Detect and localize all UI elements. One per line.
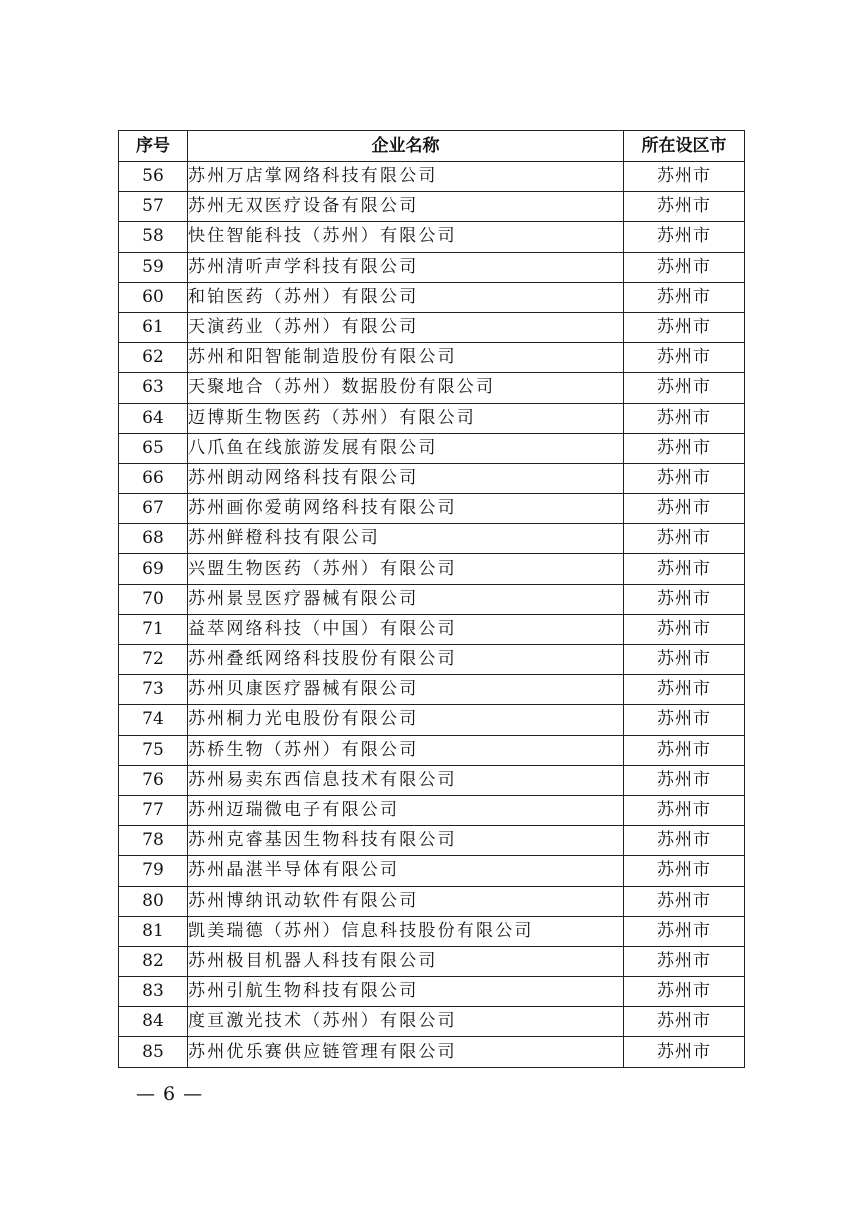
table-body: [119, 162, 745, 1068]
table-row: [119, 494, 745, 524]
table-row: [119, 977, 745, 1007]
company-name: 苏州克睿基因生物科技有限公司: [188, 826, 624, 856]
company-name: 苏州易卖东西信息技术有限公司: [188, 765, 624, 795]
row-index: 74: [119, 705, 188, 735]
table-row: [119, 433, 745, 463]
company-name: 苏州无双医疗设备有限公司: [188, 192, 624, 222]
city-name: 苏州市: [624, 735, 745, 765]
table-row: [119, 645, 745, 675]
company-name: 苏州迈瑞微电子有限公司: [188, 795, 624, 825]
row-index: 73: [119, 675, 188, 705]
enterprise-table: [118, 130, 745, 1068]
city-name: 苏州市: [624, 1007, 745, 1037]
city-name: 苏州市: [624, 675, 745, 705]
table-row: [119, 765, 745, 795]
row-index: 63: [119, 373, 188, 403]
table-row: [119, 403, 745, 433]
company-name: 苏州引航生物科技有限公司: [188, 977, 624, 1007]
page-number: — 6 —: [136, 1083, 204, 1105]
row-index: 78: [119, 826, 188, 856]
table-row: [119, 373, 745, 403]
city-name: 苏州市: [624, 282, 745, 312]
row-index: 70: [119, 584, 188, 614]
city-name: 苏州市: [624, 343, 745, 373]
company-name: 苏州桐力光电股份有限公司: [188, 705, 624, 735]
table-row: [119, 463, 745, 493]
company-name: 苏桥生物（苏州）有限公司: [188, 735, 624, 765]
row-index: 79: [119, 856, 188, 886]
city-name: 苏州市: [624, 554, 745, 584]
row-index: 67: [119, 494, 188, 524]
row-index: 76: [119, 765, 188, 795]
table-row: [119, 614, 745, 644]
city-name: 苏州市: [624, 856, 745, 886]
header-company-name: 企业名称: [188, 131, 624, 162]
company-name: 苏州清听声学科技有限公司: [188, 252, 624, 282]
city-name: 苏州市: [624, 584, 745, 614]
city-name: 苏州市: [624, 705, 745, 735]
city-name: 苏州市: [624, 1037, 745, 1067]
table-row: [119, 252, 745, 282]
city-name: 苏州市: [624, 222, 745, 252]
row-index: 77: [119, 795, 188, 825]
city-name: 苏州市: [624, 977, 745, 1007]
row-index: 72: [119, 645, 188, 675]
company-name: 快住智能科技（苏州）有限公司: [188, 222, 624, 252]
row-index: 56: [119, 162, 188, 192]
company-name: 益萃网络科技（中国）有限公司: [188, 614, 624, 644]
city-name: 苏州市: [624, 886, 745, 916]
row-index: 71: [119, 614, 188, 644]
row-index: 57: [119, 192, 188, 222]
table-row: [119, 312, 745, 342]
table-row: [119, 735, 745, 765]
city-name: 苏州市: [624, 192, 745, 222]
table-row: [119, 886, 745, 916]
row-index: 85: [119, 1037, 188, 1067]
company-name: 天演药业（苏州）有限公司: [188, 312, 624, 342]
city-name: 苏州市: [624, 916, 745, 946]
company-name: 凯美瑞德（苏州）信息科技股份有限公司: [188, 916, 624, 946]
table-row: [119, 192, 745, 222]
table-row: [119, 675, 745, 705]
company-name: 度亘激光技术（苏州）有限公司: [188, 1007, 624, 1037]
city-name: 苏州市: [624, 524, 745, 554]
company-name: 迈博斯生物医药（苏州）有限公司: [188, 403, 624, 433]
table-row: [119, 916, 745, 946]
table-row: [119, 826, 745, 856]
table-row: [119, 795, 745, 825]
row-index: 59: [119, 252, 188, 282]
company-name: 兴盟生物医药（苏州）有限公司: [188, 554, 624, 584]
row-index: 75: [119, 735, 188, 765]
row-index: 69: [119, 554, 188, 584]
table-row: [119, 1037, 745, 1067]
company-name: 苏州和阳智能制造股份有限公司: [188, 343, 624, 373]
company-name: 苏州鲜橙科技有限公司: [188, 524, 624, 554]
company-name: 苏州叠纸网络科技股份有限公司: [188, 645, 624, 675]
city-name: 苏州市: [624, 312, 745, 342]
table-header-row: [119, 131, 745, 162]
table-row: [119, 554, 745, 584]
row-index: 82: [119, 946, 188, 976]
company-name: 苏州景昱医疗器械有限公司: [188, 584, 624, 614]
table-row: [119, 162, 745, 192]
table-row: [119, 282, 745, 312]
company-name: 苏州博纳讯动软件有限公司: [188, 886, 624, 916]
company-name: 苏州画你爱萌网络科技有限公司: [188, 494, 624, 524]
company-name: 和铂医药（苏州）有限公司: [188, 282, 624, 312]
city-name: 苏州市: [624, 795, 745, 825]
company-name: 苏州朗动网络科技有限公司: [188, 463, 624, 493]
row-index: 61: [119, 312, 188, 342]
row-index: 62: [119, 343, 188, 373]
table-row: [119, 584, 745, 614]
table-row: [119, 222, 745, 252]
row-index: 68: [119, 524, 188, 554]
city-name: 苏州市: [624, 463, 745, 493]
city-name: 苏州市: [624, 946, 745, 976]
table-row: [119, 343, 745, 373]
row-index: 83: [119, 977, 188, 1007]
city-name: 苏州市: [624, 494, 745, 524]
company-name: 苏州极目机器人科技有限公司: [188, 946, 624, 976]
header-city: 所在设区市: [624, 131, 745, 162]
city-name: 苏州市: [624, 826, 745, 856]
company-name: 苏州晶湛半导体有限公司: [188, 856, 624, 886]
company-name: 苏州万店掌网络科技有限公司: [188, 162, 624, 192]
city-name: 苏州市: [624, 373, 745, 403]
table-row: [119, 524, 745, 554]
row-index: 60: [119, 282, 188, 312]
row-index: 80: [119, 886, 188, 916]
company-name: 苏州贝康医疗器械有限公司: [188, 675, 624, 705]
header-index: 序号: [119, 131, 188, 162]
row-index: 66: [119, 463, 188, 493]
company-name: 天聚地合（苏州）数据股份有限公司: [188, 373, 624, 403]
city-name: 苏州市: [624, 403, 745, 433]
row-index: 65: [119, 433, 188, 463]
company-name: 苏州优乐赛供应链管理有限公司: [188, 1037, 624, 1067]
table-row: [119, 1007, 745, 1037]
table-row: [119, 946, 745, 976]
city-name: 苏州市: [624, 645, 745, 675]
row-index: 84: [119, 1007, 188, 1037]
city-name: 苏州市: [624, 765, 745, 795]
table-row: [119, 705, 745, 735]
company-name: 八爪鱼在线旅游发展有限公司: [188, 433, 624, 463]
city-name: 苏州市: [624, 162, 745, 192]
row-index: 58: [119, 222, 188, 252]
row-index: 81: [119, 916, 188, 946]
city-name: 苏州市: [624, 252, 745, 282]
table-row: [119, 856, 745, 886]
city-name: 苏州市: [624, 614, 745, 644]
city-name: 苏州市: [624, 433, 745, 463]
row-index: 64: [119, 403, 188, 433]
